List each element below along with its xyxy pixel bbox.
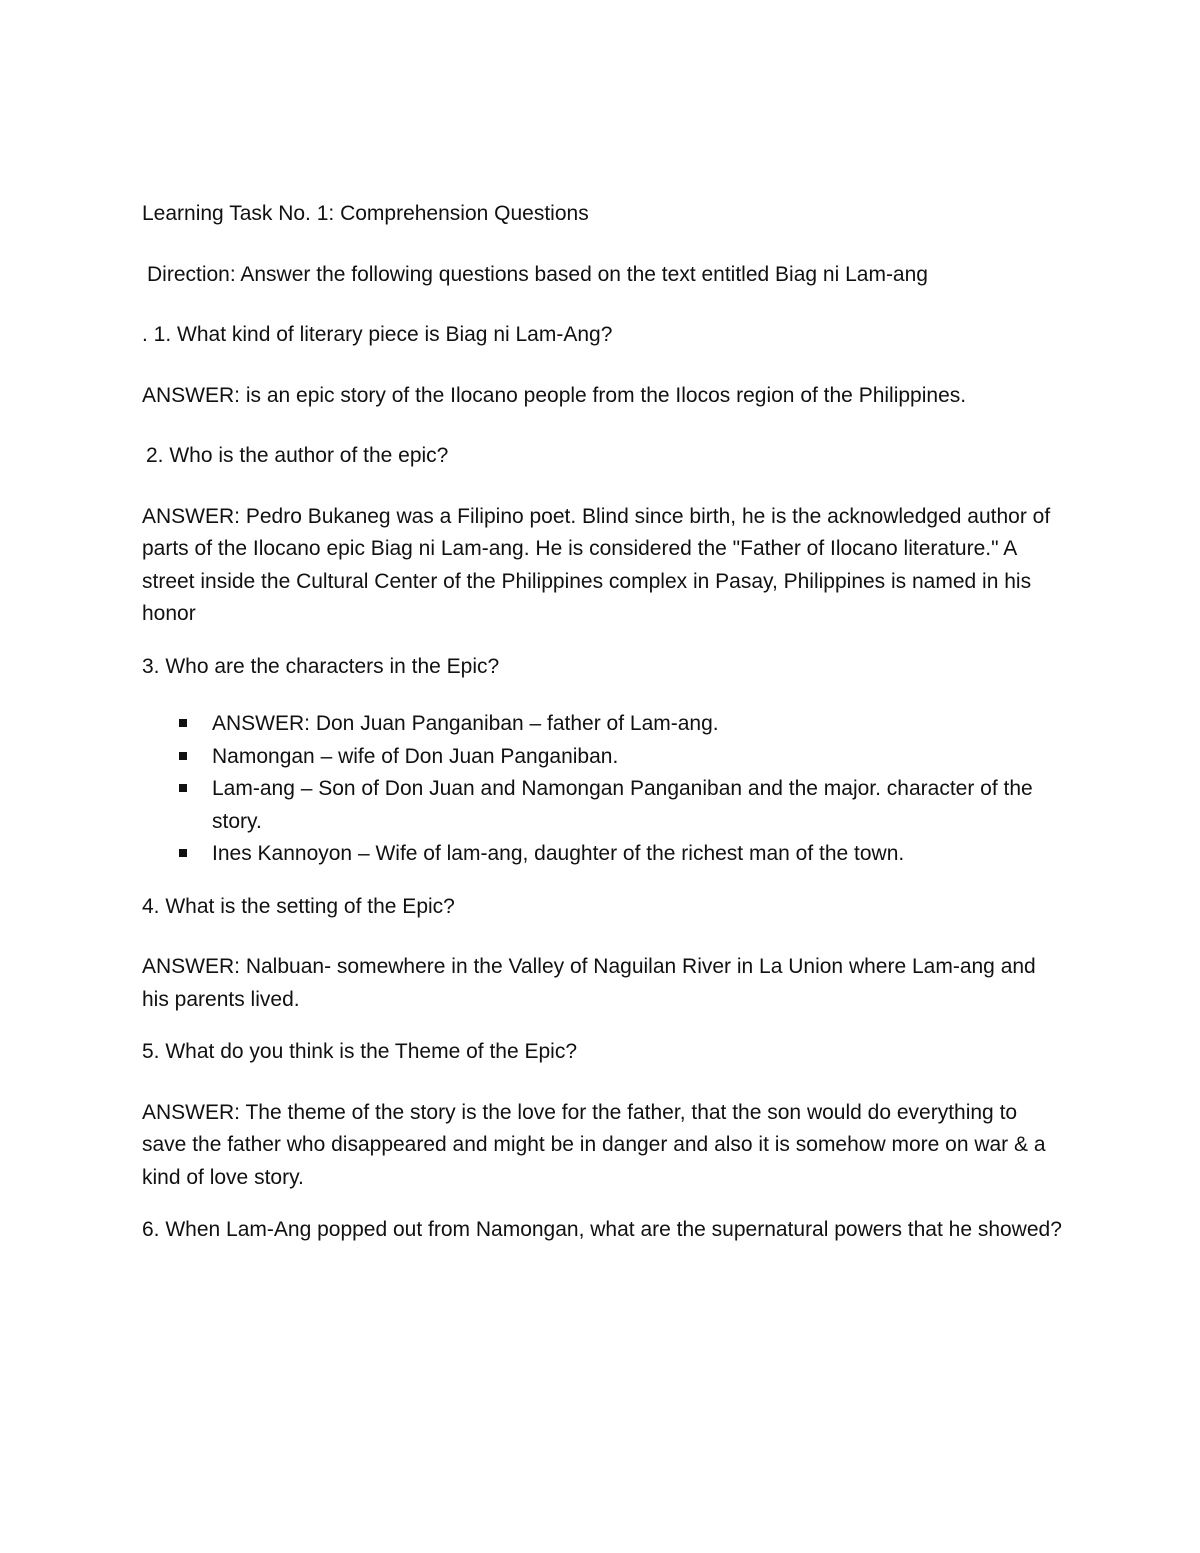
list-item [142,838,1067,871]
question-3: 3. Who are the characters in the Epic? [142,654,500,678]
question-2: 2. Who is the author of the epic? [146,444,449,467]
answer-5: ANSWER: The theme of the story is the love for the father, that the son would do everything to save the father who disappeared and might be in danger and also it is somehow more on war & a kind of love story. [142,1100,1046,1189]
square-bullet-icon [179,849,187,857]
document-title: Learning Task No. 1: Comprehension Questions [142,202,589,225]
list-item [142,741,1067,774]
question-1: . 1. What kind of literary piece is Biag ni Lam-Ang? [142,323,613,346]
list-item [142,708,1067,741]
question-5: 5. What do you think is the Theme of the Epic? [142,1040,578,1063]
answer-4: ANSWER: Nalbuan- somewhere in the Valley of Naguilan River in La Union where Lam-ang and his parents lived. [142,955,1036,1011]
list-item-text: Lam-ang – Son of Don Juan and Namongan Panganiban and the major. character of the story. [212,777,1033,833]
list-item [142,773,1067,838]
question-4: 4. What is the setting of the Epic? [142,894,455,918]
square-bullet-icon [179,719,187,727]
square-bullet-icon [179,752,187,760]
list-item-text: Namongan – wife of Don Juan Panganiban. [212,744,619,768]
list-item-text: ANSWER: Don Juan Panganiban – father of Lam-ang. [212,712,719,735]
answer-1: ANSWER: is an epic story of the Ilocano people from the Ilocos region of the Philippines. [142,383,967,407]
characters-list [142,708,1067,871]
list-item-text: Ines Kannoyon – Wife of lam-ang, daughter of the richest man of the town. [212,842,905,865]
answer-2: ANSWER: Pedro Bukaneg was a Filipino poet. Blind since birth, he is the acknowledged author of parts of the Ilocano epic Biag ni Lam-ang. He is considered the "Father of Ilocano literature." A street inside the Cultural Center of the Philippines complex in Pasay, Philippines is named in his honor [142,504,1051,625]
square-bullet-icon [179,784,187,792]
direction-text: Direction: Answer the following questions based on the text entitled Biag ni Lam-ang [147,262,928,286]
question-6: 6. When Lam-Ang popped out from Namongan, what are the supernatural powers that he showed? [142,1218,1062,1241]
document-body [142,198,1067,1247]
